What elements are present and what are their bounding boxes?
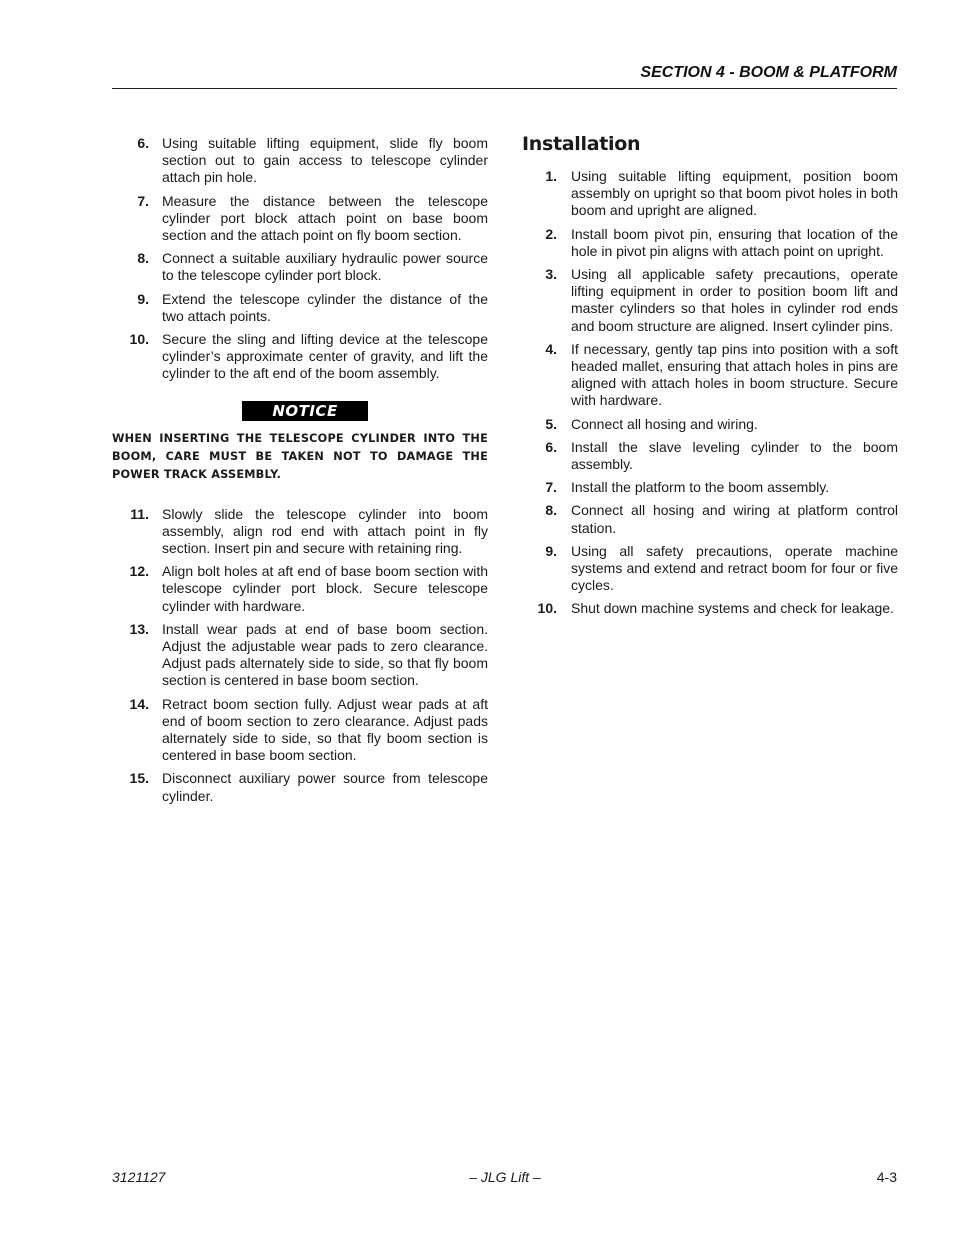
step-text: Connect all hosing and wiring. (571, 415, 758, 432)
list-item (522, 439, 898, 473)
step-number: 10. (129, 331, 149, 348)
step-text: Shut down machine systems and check for leakage. (571, 600, 894, 617)
step-number: 6. (137, 135, 149, 151)
step-number: 5. (545, 415, 557, 432)
footer-page-number: 4-3 (876, 1169, 897, 1185)
list-item (522, 502, 898, 536)
list-item (112, 193, 488, 245)
step-number: 2. (545, 225, 557, 242)
footer-publisher: – JLG Lift – (469, 1169, 541, 1185)
step-number: 8. (137, 250, 149, 267)
left-column (112, 135, 488, 811)
footer-doc-number: 3121127 (112, 1169, 166, 1185)
step-number: 8. (545, 502, 557, 519)
step-text: Slowly slide the telescope cylinder into boom assembly, align rod end with attach point in fly section. Insert pin and secure with retaining ring. (162, 505, 488, 557)
step-number: 7. (137, 192, 149, 209)
step-text: Align bolt holes at aft end of base boom section with telescope cylinder port block. Secure telescope cylinder with hardware. (162, 563, 488, 614)
header-divider (112, 88, 897, 89)
step-number: 6. (545, 438, 557, 455)
step-number: 15. (129, 770, 149, 787)
list-item (112, 621, 488, 690)
list-item (112, 770, 488, 804)
step-number: 13. (129, 620, 149, 637)
step-text: Measure the distance between the telescope cylinder port block attach point on base boom section and the attach point on fly boom section. (162, 192, 488, 244)
list-item (522, 543, 898, 595)
installation-heading: Installation (522, 133, 641, 155)
step-text: Using suitable lifting equipment, position boom assembly on upright so that boom pivot holes in both boom and upright are aligned. (571, 168, 898, 219)
step-text: Disconnect auxiliary power source from telescope cylinder. (162, 770, 488, 804)
list-item (112, 135, 488, 187)
notice-label: NOTICE (242, 401, 367, 421)
section-title: SECTION 4 - BOOM & PLATFORM (640, 64, 897, 81)
step-number: 4. (545, 340, 557, 357)
step-number: 10. (537, 600, 557, 617)
step-text: Install the slave leveling cylinder to the boom assembly. (571, 438, 898, 473)
step-text: Install the platform to the boom assembly. (571, 479, 830, 496)
list-item (522, 479, 898, 496)
procedure-steps-b (112, 506, 488, 805)
notice-text: WHEN INSERTING THE TELESCOPE CYLINDER INTO THE BOOM, CARE MUST BE TAKEN NOT TO DAMAGE THE POWER TRACK ASSEMBLY. (112, 431, 488, 481)
list-item (112, 506, 488, 558)
list-item (522, 416, 898, 433)
step-text: Retract boom section fully. Adjust wear pads at aft end of boom section to zero clearance. Adjust pads alternately side to side, so that fly boom section is centered in base boom section. (162, 695, 488, 764)
step-number: 11. (130, 505, 149, 522)
step-number: 9. (137, 290, 149, 307)
right-column (522, 133, 898, 624)
step-text: Using all applicable safety precautions, operate lifting equipment in order to position boom lift and master cylinders so that holes in cylinder rod ends and boom structure are aligned. Insert cylinder pins. (571, 266, 898, 334)
step-text: If necessary, gently tap pins into position with a soft headed mallet, ensuring that attach holes in pins are aligned with attach holes in boom structure. Secure with hardware. (571, 340, 898, 409)
list-item (522, 266, 898, 335)
list-item (112, 291, 488, 325)
step-number: 7. (545, 479, 557, 496)
step-number: 1. (545, 168, 557, 184)
procedure-steps-a (112, 135, 488, 383)
step-number: 3. (545, 266, 557, 283)
list-item (522, 168, 898, 220)
step-text: Using all safety precautions, operate machine systems and extend and retract boom for four or five cycles. (571, 542, 898, 594)
list-item (522, 341, 898, 410)
step-text: Extend the telescope cylinder the distance of the two attach points. (162, 290, 488, 324)
step-number: 14. (129, 695, 149, 712)
step-number: 9. (545, 542, 557, 559)
list-item (112, 563, 488, 615)
step-text: Install wear pads at end of base boom section. Adjust the adjustable wear pads to zero clearance. Adjust pads alternately side to side, so that fly boom section is centered in base boom section. (162, 620, 488, 689)
step-text: Secure the sling and lifting device at the telescope cylinder’s approximate center of gravity, and lift the cylinder to the aft end of the boom assembly. (162, 331, 488, 382)
step-text: Connect a suitable auxiliary hydraulic power source to the telescope cylinder port block. (162, 250, 488, 284)
list-item (522, 600, 898, 617)
list-item (112, 331, 488, 383)
step-text: Install boom pivot pin, ensuring that location of the hole in pivot pin aligns with attach point on upright. (571, 225, 898, 259)
step-text: Connect all hosing and wiring at platform control station. (571, 502, 898, 536)
step-number: 12. (129, 563, 149, 580)
notice-banner (112, 401, 488, 421)
list-item (522, 226, 898, 260)
step-text: Using suitable lifting equipment, slide fly boom section out to gain access to telescope cylinder attach pin hole. (162, 135, 488, 186)
list-item (112, 696, 488, 765)
list-item (112, 250, 488, 284)
installation-steps (522, 168, 898, 618)
